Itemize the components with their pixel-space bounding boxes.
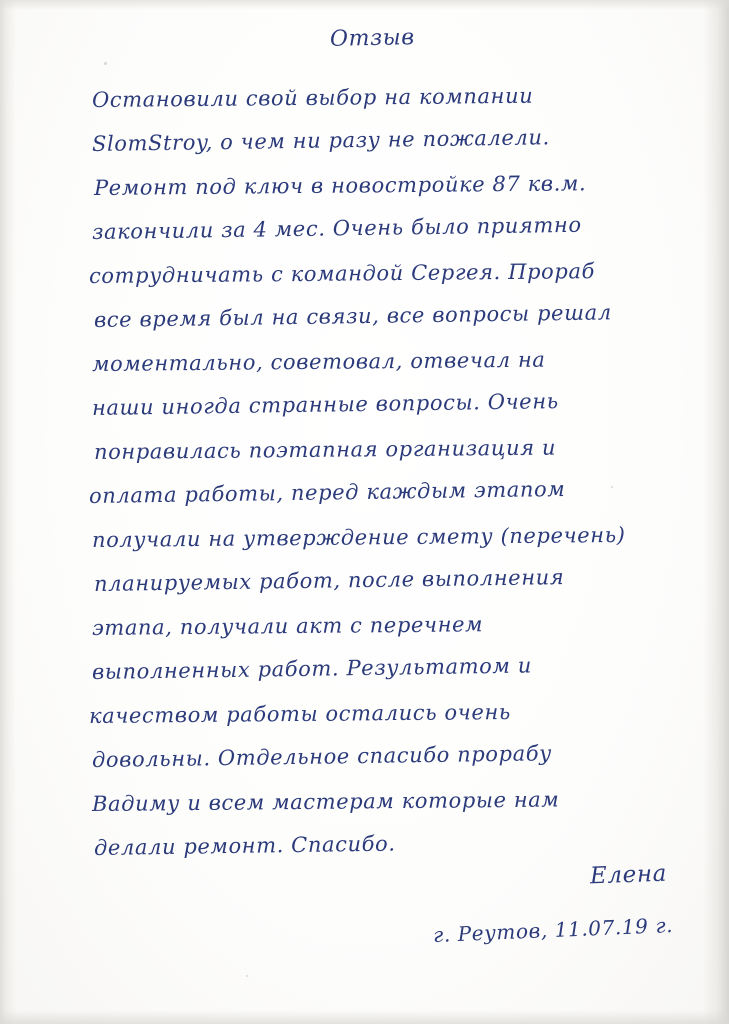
handwritten-body <box>88 78 652 870</box>
text-line: делали ремонт. Спасибо. <box>93 831 396 860</box>
paper-speck <box>104 62 107 65</box>
text-line: Ремонт под ключ в новостройке 87 кв.м. <box>93 171 587 200</box>
document-title: Отзыв <box>329 25 415 52</box>
paper-speck <box>246 975 248 977</box>
text-line: закончили за 4 мес. Очень было приятно <box>91 212 582 244</box>
text-line: получали на утверждение смету (перечень) <box>91 522 626 552</box>
text-line: качеством работы остались очень <box>88 699 512 728</box>
text-line: выполненных работ. Результатом и <box>91 653 533 684</box>
signature: Елена <box>589 860 668 890</box>
text-line: этапа, получали акт с перечнем <box>91 612 484 640</box>
text-line: сотрудничать с командой Сергея. Прораб <box>88 259 596 288</box>
page-edge-shadow-left <box>0 0 16 1024</box>
text-line: планируемых работ, после выполнения <box>93 565 565 596</box>
text-line: моментально, советовал, отвечал на <box>91 347 546 376</box>
text-line: оплата работы, перед каждым этапом <box>88 476 566 508</box>
text-line: Вадиму и всем мастерам которые нам <box>91 787 560 816</box>
page-edge-shadow-bottom <box>0 1010 729 1024</box>
text-line: все время был на связи, все вопросы решал <box>93 300 612 332</box>
page-edge-shadow-top <box>0 0 729 10</box>
text-line: наши иногда странные вопросы. Очень <box>91 389 559 420</box>
text-line: SlomStroy, о чем ни разу не пожалели. <box>91 125 550 156</box>
text-line: довольны. Отдельное спасибо прорабу <box>91 741 553 772</box>
place-date: г. Реутов, 11.07.19 г. <box>432 912 674 948</box>
text-line: понравилась поэтапная организация и <box>93 435 557 464</box>
text-line: Остановили свой выбор на компании <box>91 83 534 112</box>
page-edge-shadow-right <box>703 0 729 1024</box>
